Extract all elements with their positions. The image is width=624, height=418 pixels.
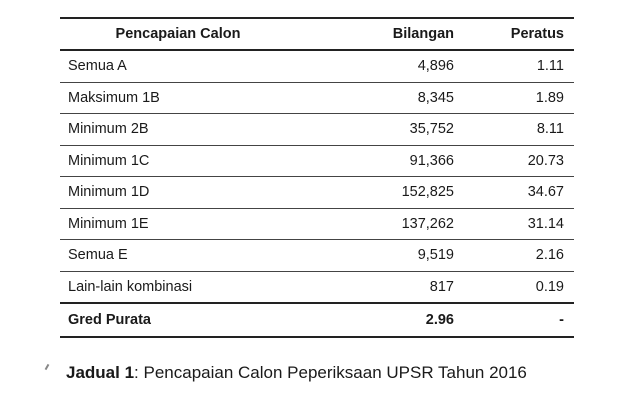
row-category: Minimum 1D bbox=[68, 184, 150, 201]
table-row bbox=[60, 50, 574, 82]
row-category: Minimum 1E bbox=[68, 215, 149, 232]
results-table bbox=[60, 17, 574, 338]
table-row bbox=[60, 208, 574, 240]
table-header bbox=[60, 18, 574, 50]
row-count: 4,896 bbox=[417, 58, 454, 75]
table-row bbox=[60, 177, 574, 209]
footer-count: 2.96 bbox=[425, 312, 454, 328]
table-row bbox=[60, 114, 574, 146]
row-percent: 34.67 bbox=[527, 184, 564, 201]
caption-label: Jadual 1 bbox=[66, 363, 135, 382]
results-table-container bbox=[60, 17, 574, 338]
row-category: Minimum 1C bbox=[68, 152, 150, 169]
row-category: Maksimum 1B bbox=[68, 89, 160, 106]
table-footer bbox=[60, 303, 574, 337]
row-percent: 0.19 bbox=[535, 278, 564, 295]
row-percent: 31.14 bbox=[527, 215, 564, 232]
row-percent: 20.73 bbox=[527, 152, 564, 169]
table-row bbox=[60, 271, 574, 303]
row-count: 91,366 bbox=[409, 152, 454, 169]
row-category: Semua A bbox=[68, 58, 127, 75]
row-category: Minimum 2B bbox=[68, 121, 149, 138]
table-body bbox=[60, 50, 574, 303]
row-percent: 1.89 bbox=[535, 89, 564, 106]
row-percent: 2.16 bbox=[535, 247, 564, 264]
row-count: 152,825 bbox=[401, 184, 454, 201]
row-category: Lain-lain kombinasi bbox=[68, 278, 193, 295]
stray-mark bbox=[45, 364, 50, 370]
table-row bbox=[60, 145, 574, 177]
row-count: 9,519 bbox=[417, 247, 454, 264]
header-row bbox=[60, 18, 574, 50]
footer-percent: - bbox=[559, 312, 564, 328]
row-count: 817 bbox=[429, 278, 454, 295]
row-count: 8,345 bbox=[417, 89, 454, 106]
table-caption bbox=[66, 363, 527, 383]
row-percent: 8.11 bbox=[536, 121, 564, 138]
footer-row bbox=[60, 303, 574, 337]
header-category: Pencapaian Calon bbox=[115, 26, 241, 42]
row-count: 35,752 bbox=[409, 121, 454, 138]
table-row bbox=[60, 240, 574, 272]
row-category: Semua E bbox=[68, 247, 128, 264]
row-percent: 1.11 bbox=[536, 58, 564, 75]
caption-text: : Pencapaian Calon Peperiksaan UPSR Tahun 2016 bbox=[134, 363, 527, 382]
header-count: Bilangan bbox=[392, 26, 454, 42]
row-count: 137,262 bbox=[401, 215, 454, 232]
header-percent: Peratus bbox=[510, 26, 564, 42]
table-row bbox=[60, 82, 574, 114]
footer-category: Gred Purata bbox=[68, 312, 151, 328]
